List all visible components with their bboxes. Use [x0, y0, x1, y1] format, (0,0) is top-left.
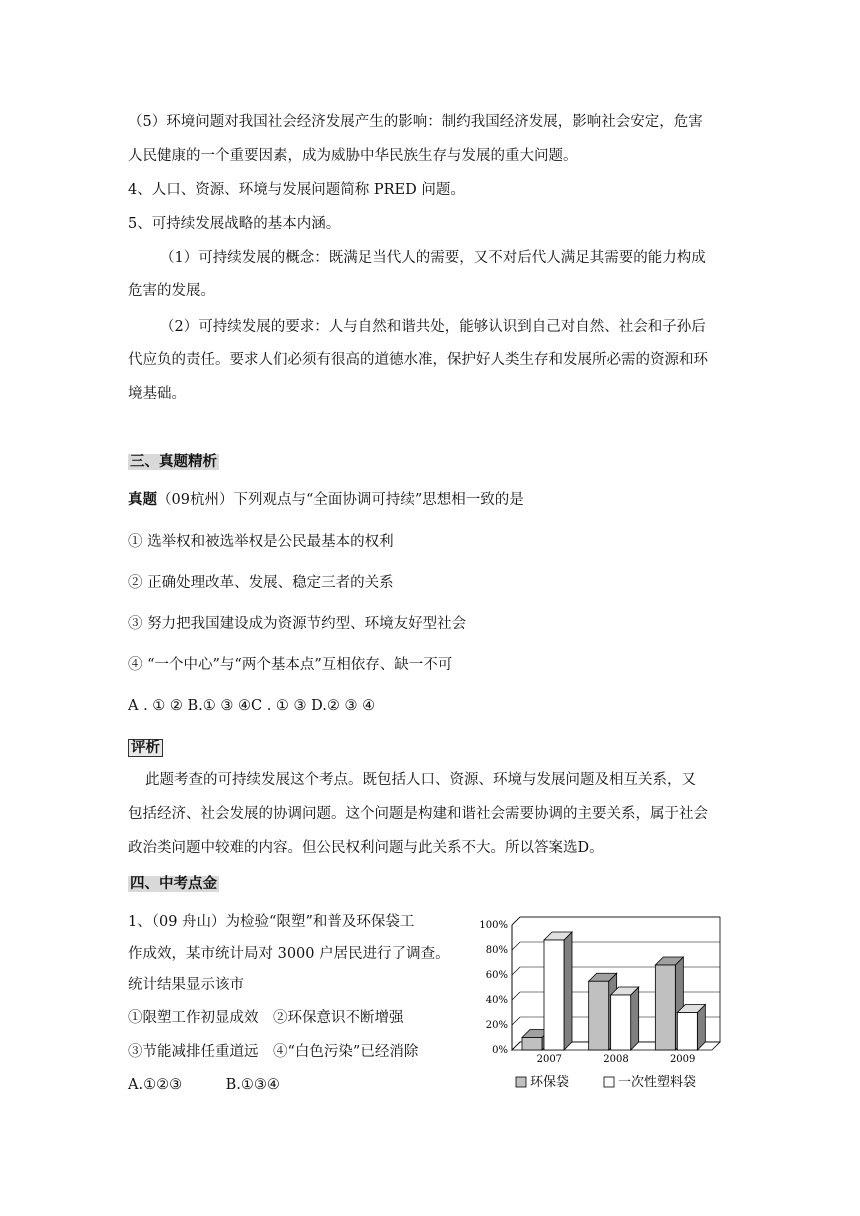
bar-side [564, 932, 572, 1050]
bar-chart [470, 910, 730, 1100]
bar [655, 965, 675, 1050]
item-5: 5、可持续发展战略的基本内涵。 [128, 216, 341, 232]
section-3-heading-text: 三、真题精析 [130, 454, 217, 470]
x-tick-label: 2009 [669, 1054, 696, 1065]
section-3-heading [128, 452, 219, 472]
option-2: ② 正确处理改革、发展、稳定三者的关系 [128, 575, 394, 591]
y-tick-label: 0% [492, 1045, 508, 1056]
legend-label: 一次性塑料袋 [618, 1075, 697, 1090]
legend-swatch [516, 1077, 526, 1087]
requirement-line-2: 代应负的责任。要求人们必须有很高的道德水准，保护好人类生存和发展所必需的资源和环 [128, 352, 708, 368]
question-label: 真题 [128, 492, 157, 508]
bar [677, 1013, 697, 1051]
requirement-line-3: 境基础。 [128, 386, 186, 402]
section-4-heading-text: 四、中考点金 [130, 876, 217, 892]
question-1-line-2: 作成效，某市统计局对 3000 户居民进行了调查。 [128, 946, 450, 962]
y-tick-label: 80% [485, 945, 508, 956]
x-tick-label: 2007 [536, 1054, 563, 1065]
bar [589, 981, 609, 1050]
question-line [128, 490, 524, 510]
question-1-line-6: A.①②③ B.①③④ [128, 1077, 280, 1093]
analysis-line-1: 此题考查的可持续发展这个考点。既包括人口、资源、环境与发展问题及相互关系，又 [145, 772, 696, 788]
question-text: （09杭州）下列观点与“全面协调可持续”思想相一致的是 [157, 492, 524, 508]
section-4-heading [128, 874, 219, 894]
analysis-line-3: 政治类问题中较难的内容。但公民权利问题与此关系不大。所以答案选D。 [128, 840, 604, 856]
y-tick-label: 60% [485, 970, 508, 981]
legend-swatch [604, 1077, 614, 1087]
answer-choices: A . ① ② B.① ③ ④C . ① ③ D.② ③ ④ [128, 698, 376, 714]
y-tick-label: 40% [485, 995, 508, 1006]
question-1-line-4: ①限塑工作初显成效 ②环保意识不断增强 [128, 1010, 404, 1026]
option-1: ① 选举权和被选举权是公民最基本的权利 [128, 534, 394, 550]
question-1-line-1: 1、（09 舟山）为检验“限塑”和普及环保袋工 [128, 914, 415, 930]
bar [544, 940, 564, 1050]
bar [611, 995, 631, 1050]
bar-side [631, 987, 639, 1050]
option-3: ③ 努力把我国建设成为资源节约型、环境友好型社会 [128, 616, 467, 632]
paragraph-5-line-1: （5）环境问题对我国社会经济发展产生的影响：制约我国经济发展，影响社会安定，危害 [128, 114, 703, 130]
y-tick-label: 20% [485, 1020, 508, 1031]
analysis-line-2: 包括经济、社会发展的协调问题。这个问题是构建和谐社会需要协调的主要关系，属于社会 [128, 806, 708, 822]
paragraph-5-line-2: 人民健康的一个重要因素，成为威胁中华民族生存与发展的重大问题。 [128, 148, 578, 164]
analysis-heading [128, 738, 163, 758]
legend-label: 环保袋 [530, 1075, 570, 1090]
option-4: ④ “一个中心”与“两个基本点”互相依存、缺一不可 [128, 657, 453, 673]
item-4: 4、人口、资源、环境与发展问题简称 PRED 问题。 [128, 182, 465, 198]
analysis-label: 评析 [128, 739, 163, 757]
question-1-line-5: ③节能减排任重道远 ④“白色污染”已经消除 [128, 1044, 419, 1060]
concept-line-1: （1）可持续发展的概念：既满足当代人的需要，又不对后代人满足其需要的能力构成 [160, 250, 706, 266]
y-tick-label: 100% [479, 920, 508, 931]
requirement-line-1: （2）可持续发展的要求：人与自然和谐共处，能够认识到自己对自然、社会和子孙后 [160, 319, 706, 335]
concept-line-2: 危害的发展。 [128, 283, 215, 299]
x-tick-label: 2008 [603, 1054, 629, 1065]
bar [522, 1038, 542, 1051]
question-1-line-3: 统计结果显示该市 [128, 977, 244, 993]
